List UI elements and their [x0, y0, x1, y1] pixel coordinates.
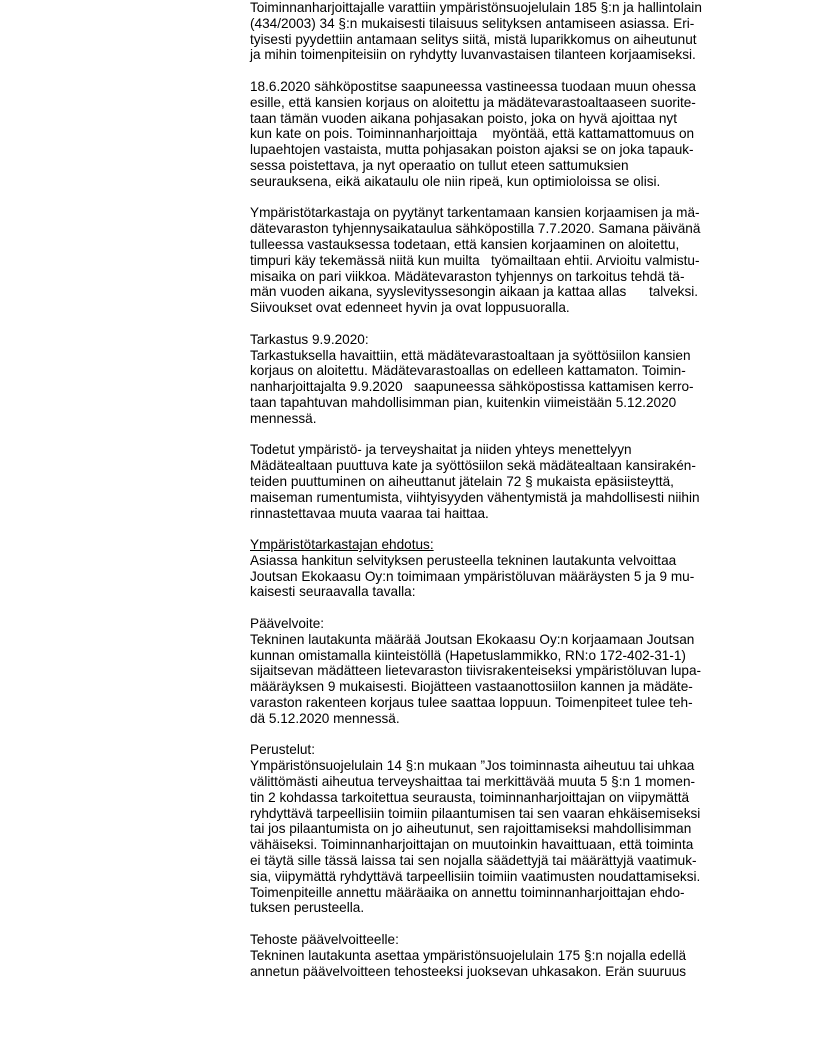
text-line: taan tämän vuoden aikana pohjasakan poisto, joka on hyvä ajoittaa nyt — [250, 110, 677, 126]
text-line: Toimenpiteille annettu määräaika on annettu toiminnanharjoittajan ehdo- — [250, 884, 685, 900]
text-line: Tehoste päävelvoitteelle: — [250, 932, 399, 948]
text-line: Ympäristötarkastaja on pyytänyt tarkentamaan kansien korjaamisen ja mä- — [250, 205, 700, 221]
text-line: taan tapahtuvan mahdollisimman pian, kuitenkin viimeistään 5.12.2020 — [250, 394, 677, 410]
text-line: nanharjoittajalta 9.9.2020 saapuneessa sähköpostissa kattamisen kerro- — [250, 379, 694, 395]
text-line: vähäiseksi. Toiminnanharjoittajan on muutoinkin havaittuaan, että toiminta — [250, 837, 694, 853]
paragraph-spacer — [250, 521, 750, 537]
text-line: maiseman rumentumista, viihtyisyyden vähentymistä ja mahdollisesti niihin — [250, 489, 700, 505]
text-line: Todetut ympäristö- ja terveyshaitat ja niiden yhteys menettelyyn — [250, 442, 632, 458]
text-line: (434/2003) 34 §:n mukaisesti tilaisuus selityksen antamiseen asiassa. Eri- — [250, 15, 695, 31]
paragraph-spacer — [250, 190, 750, 206]
text-line: tuksen perusteella. — [250, 900, 365, 916]
paragraph-inspector-request — [250, 205, 750, 316]
text-line: esille, että kansien korjaus on aloitettu ja mädätevarastoaltaaseen suorite- — [250, 94, 696, 110]
text-line: ei täytä sille tässä laissa tai sen nojalla säädettyjä tai määrättyjä vaatimuk- — [250, 853, 697, 869]
text-line: timpuri käy tekemässä niitä kun muilta työmailtaan ehtii. Arvioitu valmistu- — [250, 252, 700, 268]
text-line: Ympäristönsuojelulain 14 §:n mukaan ”Jos toiminnasta aiheutuu tai uhkaa — [250, 758, 695, 774]
text-line: Asiassa hankitun selvityksen perusteella tekninen lautakunta velvoittaa — [250, 552, 677, 568]
paragraph-spacer — [250, 63, 750, 79]
text-line: Päävelvoite: — [250, 616, 325, 632]
text-line: Siivoukset ovat edenneet hyvin ja ovat loppusuoralla. — [250, 300, 570, 316]
text-line: misaika on pari viikkoa. Mädätevaraston tyhjennys on tarkoitus tehdä tä- — [250, 268, 685, 284]
document-body — [250, 0, 750, 979]
paragraph-main-obligation — [250, 616, 750, 727]
text-line: tulleessa vastauksessa todetaan, että kansien korjaaminen on aloitettu, — [250, 236, 680, 252]
text-line: Tarkastus 9.9.2020: — [250, 331, 369, 347]
text-line: rinnastettavaa muuta vaaraa tai haittaa. — [250, 505, 489, 521]
paragraph-inspection — [250, 332, 750, 427]
text-line: varaston rakenteen korjaus tulee saattaa loppuun. Toimenpiteet tulee teh- — [250, 695, 693, 711]
text-line: tin 2 kohdassa tarkoitettua seurausta, toiminnanharjoittajan on viipymättä — [250, 789, 690, 805]
text-line: sijaitsevan mädätteen lietevaraston tiivisrakenteiseksi ympäristöluvan lupa- — [250, 663, 702, 679]
text-line: sia, viipymättä ryhdyttävä tarpeellisiin toimiin vaatimusten noudattamiseksi. — [250, 868, 701, 884]
text-line: tyisesti pyydettiin antamaan selitys siitä, mistä luparikkomus on aiheutunut — [250, 31, 697, 47]
text-line: dätevaraston tyhjennysaikataulua sähköpostilla 7.7.2020. Samana päivänä — [250, 221, 701, 237]
text-line: ja mihin toimenpiteisiin on ryhdytty luvanvastaisen tilanteen korjaamiseksi. — [250, 47, 696, 63]
paragraph-penalty — [250, 932, 750, 979]
text-line: Tarkastuksella havaittiin, että mädätevarastoaltaan ja syöttösiilon kansien — [250, 347, 691, 363]
text-line: tai jos pilaantumista on jo aiheutunut, sen rajoittamiseksi mahdollisimman — [250, 821, 692, 837]
text-line: korjaus on aloitettu. Mädätevarastoallas on edelleen kattamaton. Toimin- — [250, 363, 686, 379]
text-line: määräyksen 9 mukaisesti. Biojätteen vastaanottosiilon kannen ja mädäte- — [250, 679, 693, 695]
text-line: dä 5.12.2020 mennessä. — [250, 710, 400, 726]
text-line: män vuoden aikana, syyslevityssesongin aikaan ja kattaa allas talveksi. — [250, 284, 699, 300]
paragraph-proposal — [250, 537, 750, 600]
text-line: Mädätealtaan puuttuva kate ja syöttösiilon sekä mädätealtaan kansirakén- — [250, 458, 696, 474]
paragraph-spacer — [250, 727, 750, 743]
text-line: Toiminnanharjoittajalle varattiin ympäristönsuojelulain 185 §:n ja hallintolain — [250, 0, 702, 15]
text-line: välittömästi aiheutua terveyshaittaa tai merkittävää muuta 5 §:n 1 momen- — [250, 774, 696, 790]
paragraph-spacer — [250, 427, 750, 443]
paragraph-spacer — [250, 916, 750, 932]
paragraph-grounds — [250, 742, 750, 916]
text-line: ryhdyttävä tarpeellisiin toimiin pilaantumisen tai sen vaaran ehkäisemiseksi — [250, 805, 701, 821]
paragraph-spacer — [250, 316, 750, 332]
text-line: 18.6.2020 sähköpostitse saapuneessa vastineessa tuodaan muun ohessa — [250, 78, 696, 94]
paragraph-response-18-6 — [250, 79, 750, 190]
text-line: Tekninen lautakunta asettaa ympäristönsuojelulain 175 §:n nojalla edellä — [250, 947, 687, 963]
text-line: mennessä. — [250, 410, 317, 426]
text-line: Joutsan Ekokaasu Oy:n toimimaan ympäristöluvan määräysten 5 ja 9 mu- — [250, 568, 695, 584]
text-line: Tekninen lautakunta määrää Joutsan Ekokaasu Oy:n korjaamaan Joutsan — [250, 631, 695, 647]
text-line: sessa poistettava, ja nyt operaatio on tullut eteen sattumuksien — [250, 157, 629, 173]
text-line: kaisesti seuraavalla tavalla: — [250, 584, 416, 600]
text-line: kun kate on pois. Toiminnanharjoittaja myöntää, että kattamattomuus on — [250, 126, 695, 142]
text-line: lupaehtojen vastaista, mutta pohjasakan poiston ajaksi se on joka tapauk- — [250, 142, 694, 158]
text-line: kunnan omistamalla kiinteistöllä (Hapetuslammikko, RN:o 172-402-31-1) — [250, 647, 686, 663]
text-line: annetun päävelvoitteen tehosteeksi juoksevan uhkasakon. Erän suuruus — [250, 963, 687, 979]
paragraph-spacer — [250, 600, 750, 616]
text-line: Perustelut: — [250, 742, 315, 758]
paragraph-hazards — [250, 442, 750, 521]
section-heading: Ympäristötarkastajan ehdotus: — [250, 537, 434, 553]
paragraph-intro — [250, 0, 750, 63]
text-line: teiden puuttuminen on aiheuttanut jätelain 72 § mukaista epäsiisteyttä, — [250, 473, 674, 489]
text-line: seurauksena, eikä aikataulu ole niin ripeä, kun optimioloissa se olisi. — [250, 173, 661, 189]
